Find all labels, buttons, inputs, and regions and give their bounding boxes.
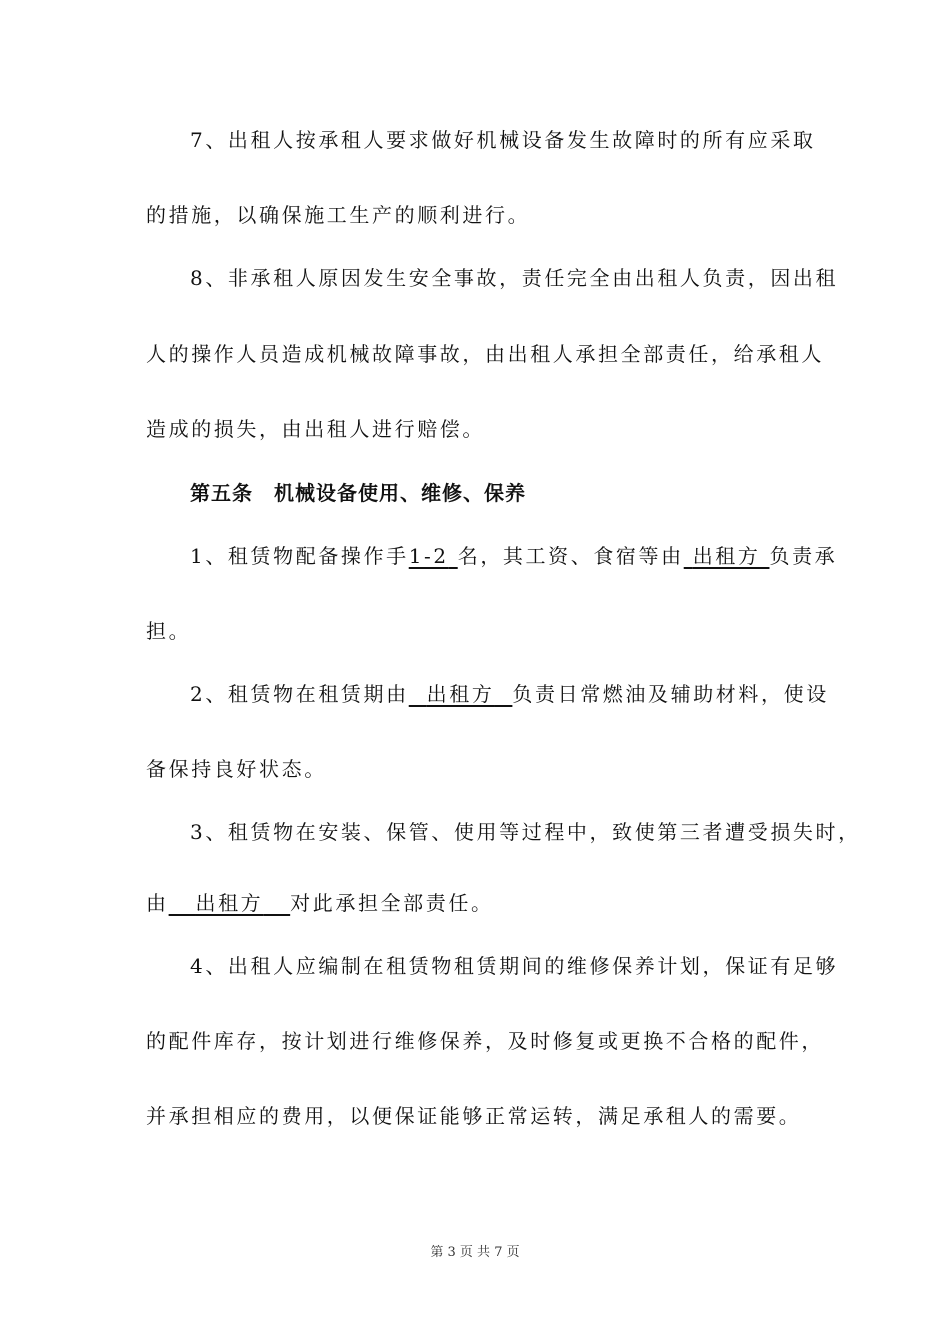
article-5-item-2-line-1 xyxy=(0,677,950,711)
article-5-item-3-line-1: 3、租赁物在安装、保管、使用等过程中，致使第三者遭受损失时， xyxy=(190,820,861,844)
clause-7-line-1: 7、出租人按承租人要求做好机械设备发生故障时的所有应采取 xyxy=(190,128,816,152)
item-3-blank-party xyxy=(169,891,291,915)
item-1-blank-party xyxy=(684,544,770,568)
item-3-text-post: 对此承担全部责任。 xyxy=(290,891,494,915)
responsible-party: 出租方 xyxy=(426,682,495,706)
article-5-item-3-line-2 xyxy=(0,886,950,920)
article-5-item-2-line-2: 备保持良好状态。 xyxy=(146,757,327,781)
item-1-blank-count xyxy=(409,544,458,568)
item-1-text-post: 负责承 xyxy=(769,544,838,568)
article-5-item-1-line-2: 担。 xyxy=(146,619,192,643)
item-1-text-pre: 1、租赁物配备操作手 xyxy=(190,544,409,568)
article-5-item-4-line-2: 的配件库存，按计划进行维修保养，及时修复或更换不合格的配件， xyxy=(146,1029,824,1053)
article-5-item-4-line-3: 并承担相应的费用，以便保证能够正常运转，满足承租人的需要。 xyxy=(146,1104,802,1128)
responsible-party: 出租方 xyxy=(692,544,761,568)
responsible-party: 出租方 xyxy=(195,891,264,915)
article-5-heading: 第五条 机械设备使用、维修、保养 xyxy=(190,481,526,505)
article-5-item-1-line-1 xyxy=(0,539,950,573)
clause-8-line-3: 造成的损失，由出租人进行赔偿。 xyxy=(146,417,485,441)
clause-7-line-2: 的措施，以确保施工生产的顺利进行。 xyxy=(146,203,531,227)
item-3-text-pre: 由 xyxy=(146,891,169,915)
page-number-footer: 第 3 页 共 7 页 xyxy=(430,1245,520,1260)
operator-count: 1-2 xyxy=(408,544,449,568)
item-2-text-pre: 2、租赁物在租赁期由 xyxy=(190,682,409,706)
clause-8-line-1: 8、非承租人原因发生安全事故，责任完全由出租人负责，因出租 xyxy=(190,266,839,290)
item-2-blank-party xyxy=(409,682,513,706)
item-2-text-post: 负责日常燃油及辅助材料，使设 xyxy=(512,682,829,706)
item-1-text-mid: 名，其工资、食宿等由 xyxy=(457,544,684,568)
clause-8-line-2: 人的操作人员造成机械故障事故，由出租人承担全部责任，给承租人 xyxy=(146,342,824,366)
article-5-item-4-line-1: 4、出租人应编制在租赁物租赁期间的维修保养计划，保证有足够 xyxy=(190,954,839,978)
